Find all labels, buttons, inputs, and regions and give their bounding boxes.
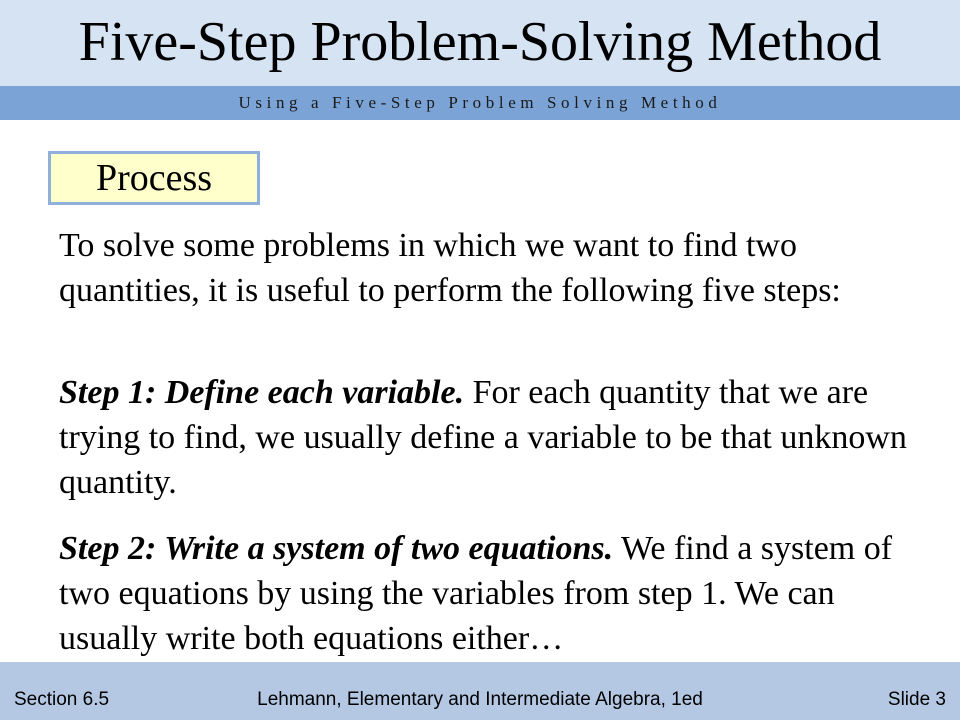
title-bar (0, 0, 960, 86)
step-1-paragraph (59, 370, 929, 505)
step-2-paragraph (59, 526, 929, 661)
footer-section: Section 6.5 (14, 689, 110, 710)
step-1-body: For each quantity that we are trying to find, we usually define a variable to be that unknown quantity. (59, 374, 907, 501)
step-1-heading: Step 1: Define each variable. (59, 374, 465, 411)
footer-book-title: Lehmann, Elementary and Intermediate Algebra, 1ed (257, 689, 703, 710)
footer-bar (0, 662, 960, 720)
footer-slide-number: Slide 3 (887, 689, 946, 710)
subtitle-bar (0, 86, 960, 120)
step-2-heading: Step 2: Write a system of two equations. (59, 530, 614, 567)
slide-title: Five-Step Problem-Solving Method (78, 11, 882, 73)
step-2-body: We find a system of two equations by using the variables from step 1. We can usually write both equations either… (59, 530, 893, 657)
intro-paragraph: To solve some problems in which we want to find two quantities, it is useful to perform the following five steps: (59, 227, 841, 309)
process-label: Process (95, 157, 213, 199)
process-label-box (48, 151, 260, 205)
slide-subtitle: Using a Five-Step Problem Solving Method (238, 93, 722, 112)
